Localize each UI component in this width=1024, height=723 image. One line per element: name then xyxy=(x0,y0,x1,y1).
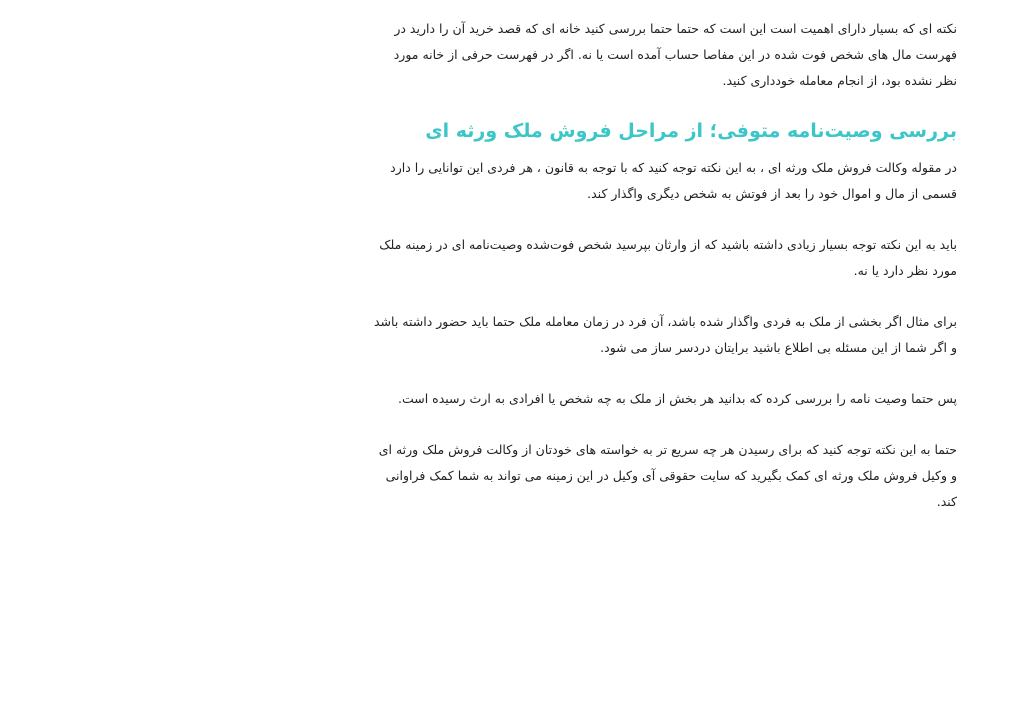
paragraph-example: برای مثال اگر بخشی از ملک به فردی واگذار شده باشد، آن فرد در زمان معامله ملک حتما باید حضور داشته باشد و اگر شما از این مسئله بی اطلاع باشید برایتان دردسر ساز می شود. xyxy=(373,314,957,355)
paragraph-will-law: در مقوله وکالت فروش ملک ورثه ای ، به این نکته توجه کنید که با توجه به قانون ، هر فردی این توانایی را دارد قسمی از مال و اموال خود را بعد از فوتش به شخص دیگری واگذار کند. xyxy=(390,160,957,201)
article-body xyxy=(372,16,957,515)
paragraph-check-will: پس حتما وصیت نامه را بررسی کرده که بدانید هر بخش از ملک به چه شخص یا افرادی به ارث رسیده است. xyxy=(398,391,957,406)
intro-paragraph: نکته ای که بسیار دارای اهمیت است این است که حتما حتما بررسی کنید خانه ای که قصد خرید آن را دارید در فهرست مال های شخص فوت شده در این مفاصا حساب آمده است یا نه. اگر در فهرست حرفی از خانه مورد نظر نشده بود، از انجام معامله خودداری کنید. xyxy=(393,21,957,88)
paragraph-ask-heirs: باید به این نکته توجه بسیار زیادی داشته باشید که از وارثان بپرسید شخص فوت‌شده وصیت‌نامه ای در زمینه ملک مورد نظر دارد یا نه. xyxy=(379,237,957,278)
section-heading: بررسی وصیت‌نامه متوفی؛ از مراحل فروش ملک ورثه ای xyxy=(425,120,957,142)
paragraph-lawyer-help: حتما به این نکته توجه کنید که برای رسیدن هر چه سریع تر به خواسته های خودتان از وکالت فروش ملک ورثه ای و وکیل فروش ملک ورثه ای کمک بگیرید که سایت حقوقی آی وکیل در این زمینه می تواند به شما کمک فراوانی کند. xyxy=(378,442,957,509)
